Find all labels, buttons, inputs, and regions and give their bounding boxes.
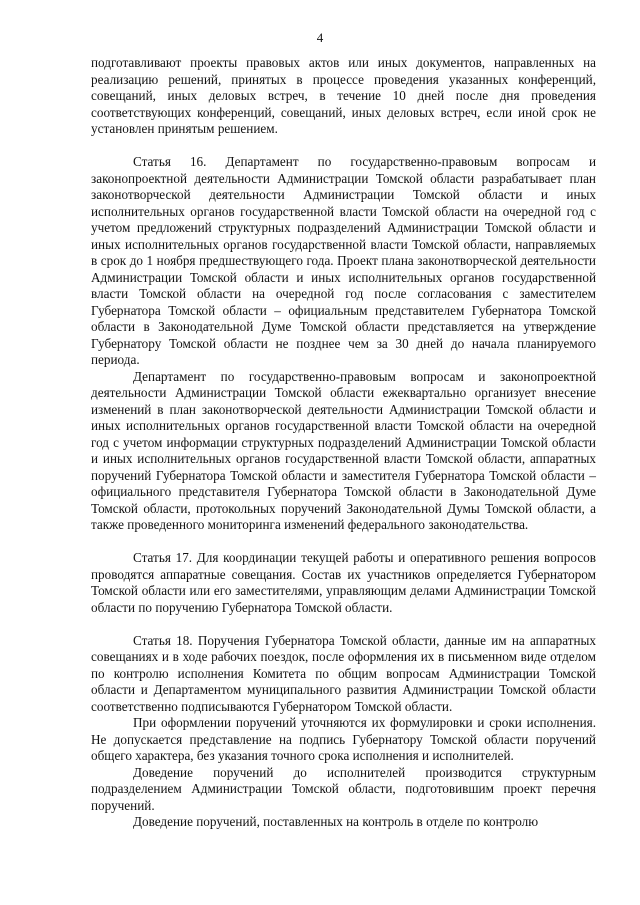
article-17-paragraph: Статья 17. Для координации текущей работы и оперативного решения вопросов проводятся аппаратные совещания. Состав их участников определяется Губернатором Томской области или его заместителями, управляющим делами Администрации Томской области по поручению Губернатора Томской области. — [91, 550, 596, 615]
article-16-amendments-paragraph: Департамент по государственно-правовым вопросам и законопроектной деятельности Администрации Томской области ежеквартально организует внесение изменений в план законотворческой деятельности Администрации Томской области и иных исполнительных органов государственной власти Томской области на очередной год с учетом информации структурных подразделений Администрации Томской области и иных исполнительных органов государственной власти Томской области, аппаратных поручений Губернатора Томской области и заместителя Губернатора Томской области – официального представителя Губернатора Томской области в Законодательной Думе Томской области, протокольных поручений Законодательной Думы Томской области, а также проведенного мониторинга изменений федерального законодательства. — [91, 368, 596, 532]
paragraph-continuation: подготавливают проекты правовых актов или иных документов, направленных на реализацию решений, принятых в процессе проведения указанных конференций, совещаний, иных деловых встреч, в течение 10 дней после дня проведения соответствующих конференций, совещаний, иных деловых встреч, если иной срок не установлен принятым решением. — [91, 55, 596, 136]
document-body — [91, 55, 596, 831]
article-16-paragraph: Статья 16. Департамент по государственно-правовым вопросам и законопроектной деятельности Администрации Томской области разрабатывает план законотворческой деятельности Администрации Томской области и иных исполнительных органов государственной власти Томской области на очередной год с учетом предложений структурных подразделений Администрации Томской области и иных исполнительных органов государственной власти Томской области, направляемых в срок до 1 ноября предшествующего года. Проект плана законотворческой деятельности Администрации Томской области и иных исполнительных органов государственной власти Томской области на очередной год после согласования с заместителем Губернатора Томской области – официальным представителем Губернатора Томской области в Законодательной Думе Томской области представляется на утверждение Губернатору Томской области не позднее чем за 30 дней до начала планируемого периода. — [91, 154, 596, 367]
article-18-delivery-paragraph: Доведение поручений до исполнителей производится структурным подразделением Администрации Томской области, подготовившим проект перечня поручений. — [91, 764, 596, 813]
article-18-wording-paragraph: При оформлении поручений уточняются их формулировки и сроки исполнения. Не допускается представление на подпись Губернатору Томской области поручений общего характера, без указания точного срока исполнения и исполнителей. — [91, 715, 596, 763]
article-18-control-paragraph: Доведение поручений, поставленных на контроль в отделе по контролю — [133, 814, 539, 829]
page-number: 4 — [316, 30, 324, 45]
article-18-paragraph: Статья 18. Поручения Губернатора Томской области, данные им на аппаратных совещаниях и в ходе рабочих поездок, после оформления их в письменном виде отделом по контролю исполнения Комитета по общим вопросам Администрации Томской области и Департаментом муниципального развития Администрации Томской области соответственно подписываются Губернатором Томской области. — [91, 632, 596, 714]
